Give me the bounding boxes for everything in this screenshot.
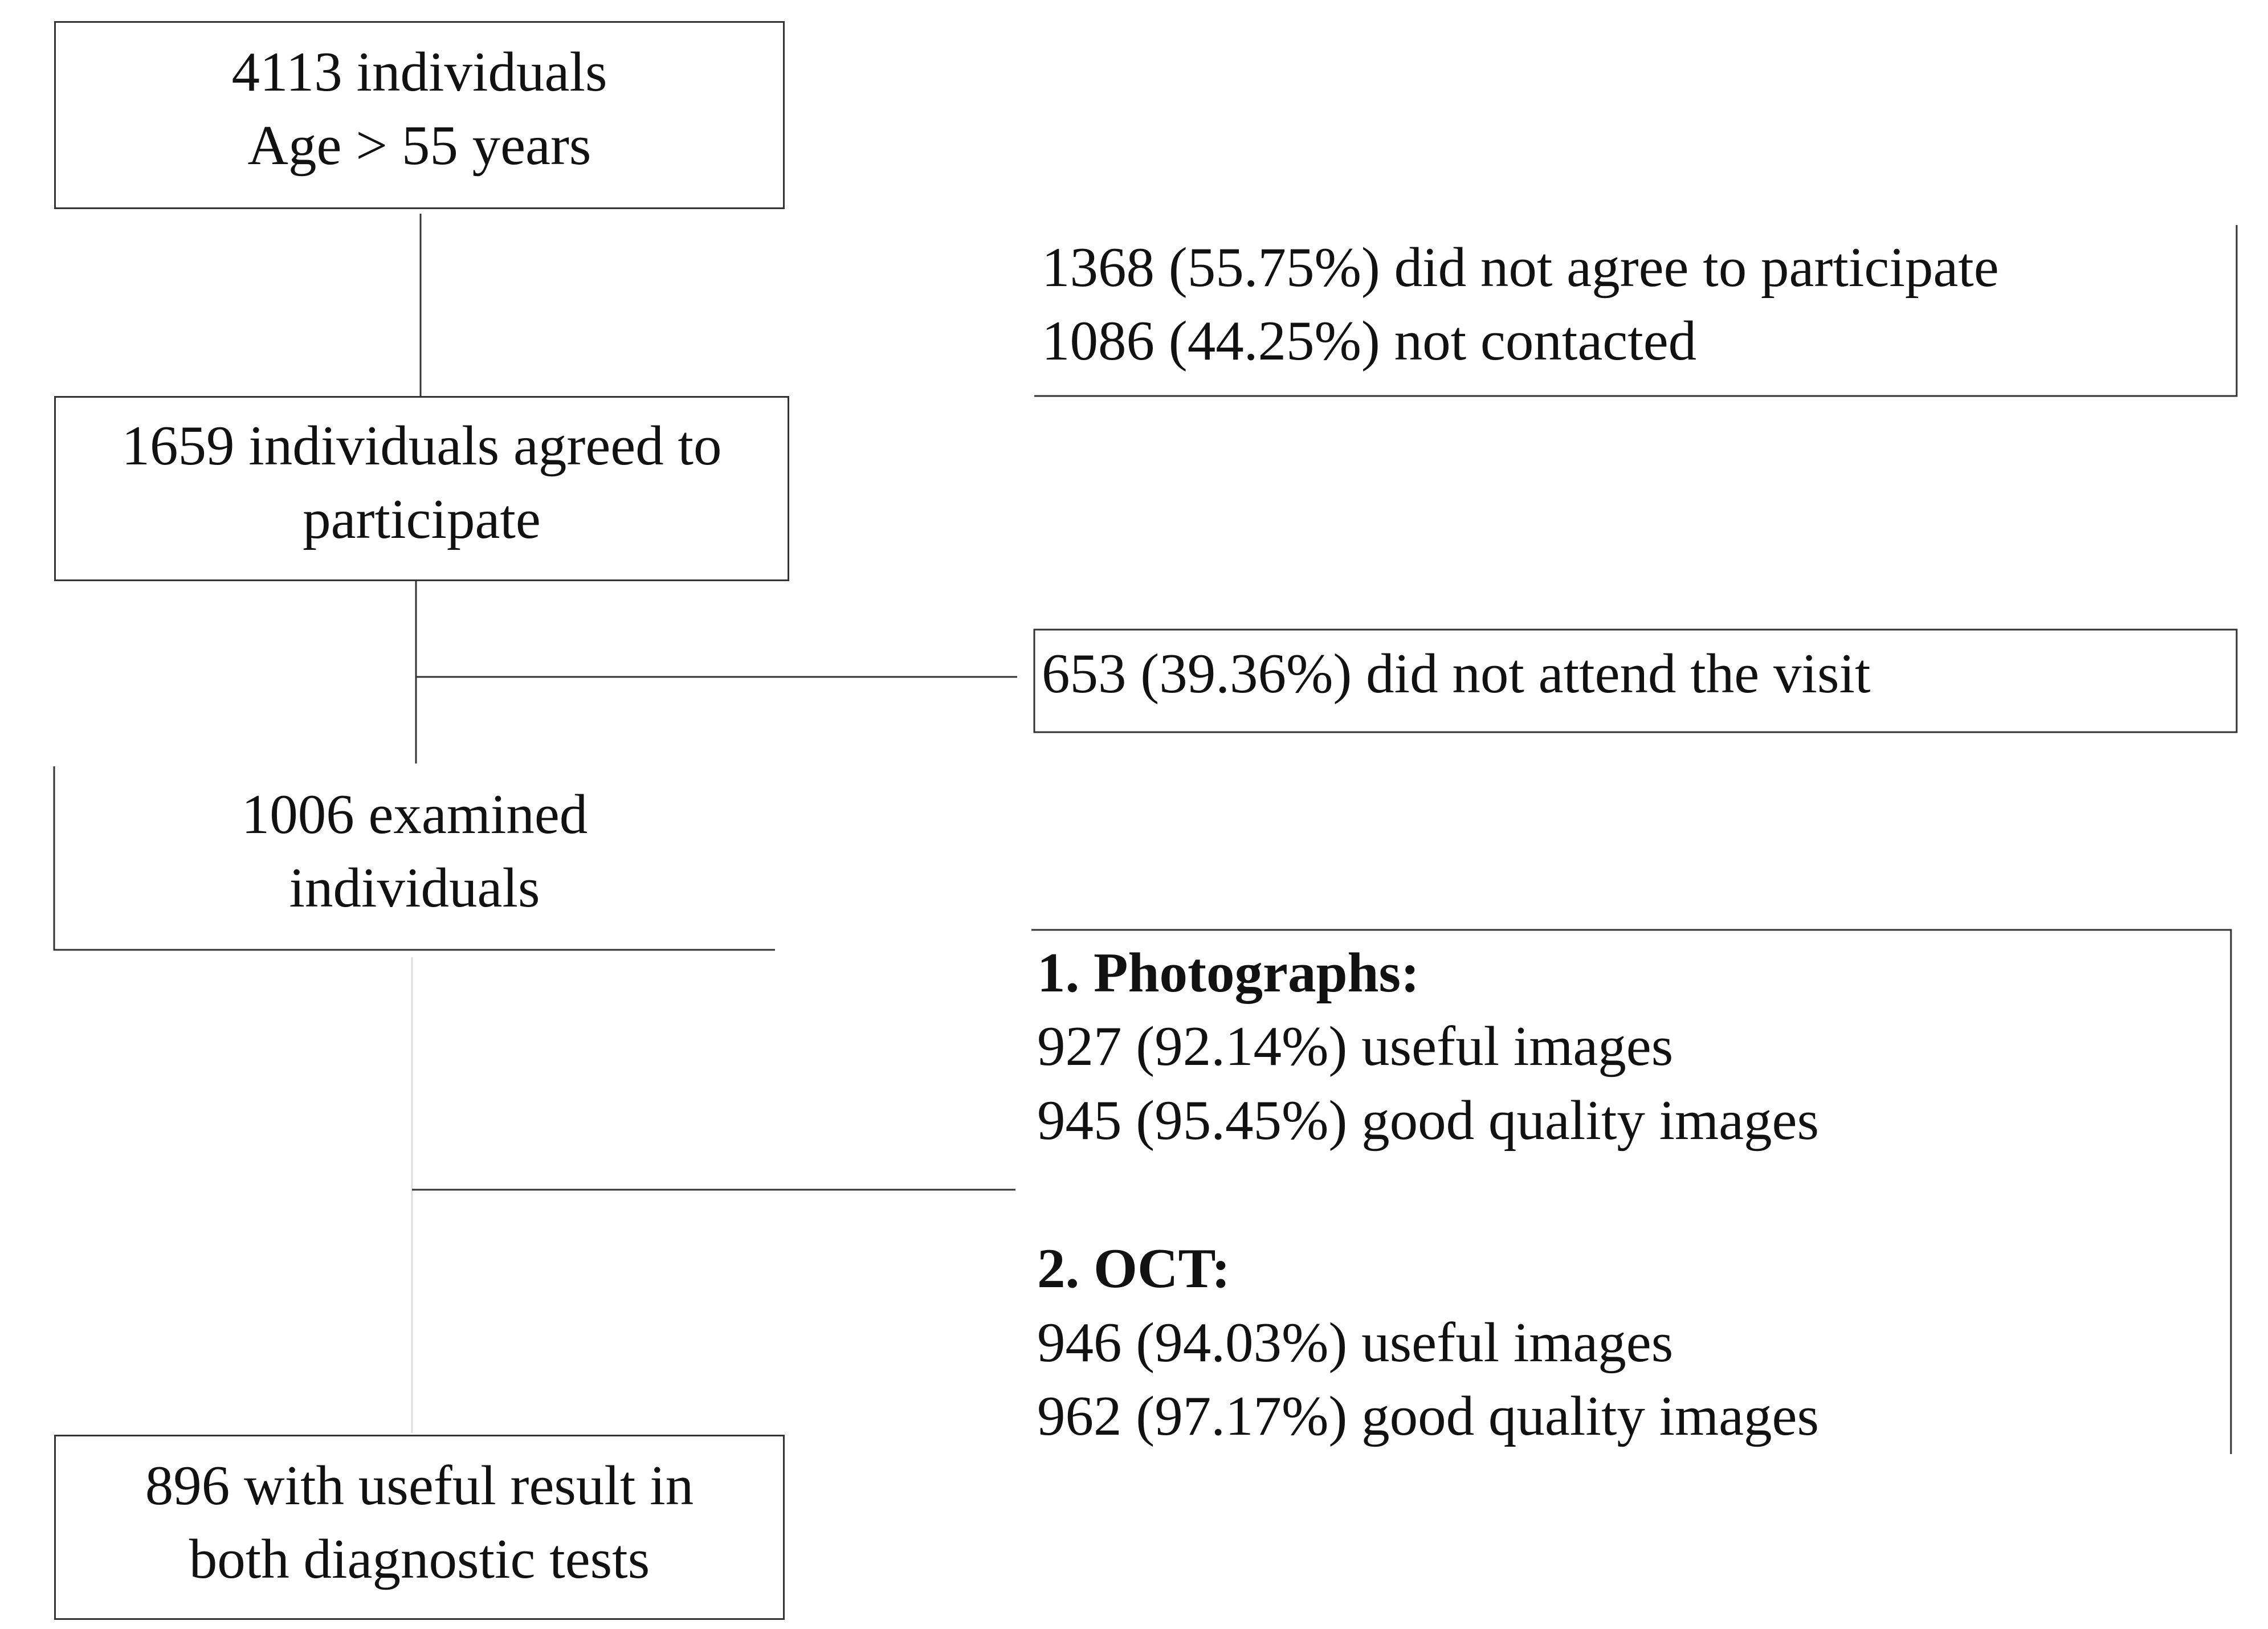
box-agreed-line2: participate (303, 488, 541, 550)
photographs-useful: 927 (92.14%) useful images (1037, 1015, 1674, 1077)
box-examined-line2: individuals (289, 857, 540, 919)
box-examined (54, 766, 775, 950)
oct-useful: 946 (94.03%) useful images (1037, 1312, 1674, 1374)
exclusion-not-agree: 1368 (55.75%) did not agree to participate (1042, 236, 1999, 299)
oct-good-quality: 962 (97.17%) good quality images (1037, 1385, 1820, 1447)
photographs-heading: 1. Photographs: (1037, 942, 1420, 1004)
box-examined-line1: 1006 examined (241, 783, 588, 846)
box-total-individuals-line2: Age > 55 years (247, 115, 592, 177)
box-agreed (54, 396, 789, 581)
exclusion-not-attend: 653 (39.36%) did not attend the visit (1042, 643, 1871, 705)
box-useful-result-line1: 896 with useful result in (145, 1455, 694, 1517)
box-useful-result (54, 1435, 785, 1620)
photographs-good-quality: 945 (95.45%) good quality images (1037, 1089, 1820, 1152)
box-total-individuals-line1: 4113 individuals (231, 41, 607, 103)
box-agreed-line1: 1659 individuals agreed to (121, 415, 722, 477)
box-total-individuals (54, 21, 785, 209)
exclusion-not-contacted: 1086 (44.25%) not contacted (1042, 310, 1697, 372)
box-useful-result-line2: both diagnostic tests (189, 1528, 650, 1590)
oct-heading: 2. OCT: (1037, 1238, 1231, 1300)
